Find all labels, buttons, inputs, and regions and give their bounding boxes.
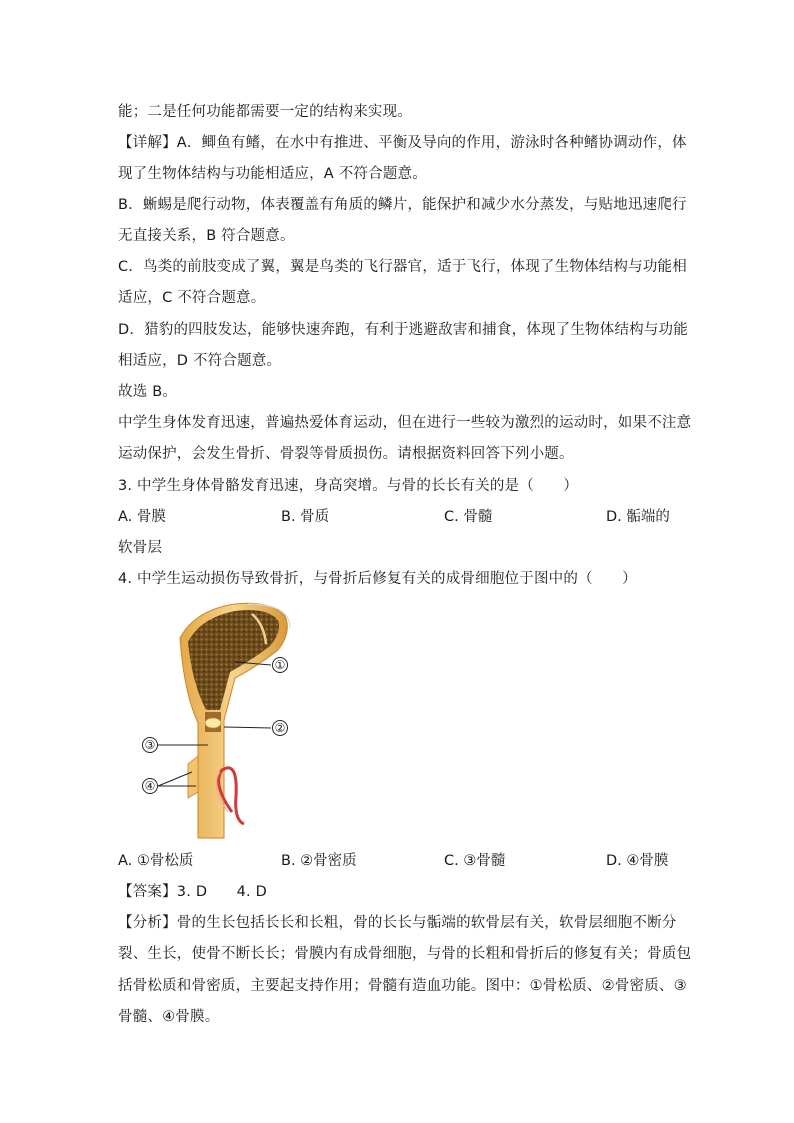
q4-option-a: A. ①骨松质 [118,853,194,869]
q4-option-c: C. ③骨髓 [444,853,506,869]
text-line: 相适应，D 不符合题意。 [118,353,282,369]
bone-marrow [205,718,221,728]
text-line: 能；二是任何功能都需要一定的结构来实现。 [118,104,412,120]
q3-option-a: A. 骨膜 [118,509,166,525]
text-line: 无直接关系，B 符合题意。 [118,228,295,244]
text-line: 故选 B。 [118,384,178,400]
label-3: ③ [144,738,156,752]
answer-line: 【答案】3. D 4. D [118,884,268,900]
analysis-line: 骨髓、④骨膜。 [118,1009,220,1025]
text-line: C．鸟类的前肢变成了翼，翼是鸟类的飞行器官，适于飞行，体现了生物体结构与功能相 [118,259,687,275]
text-line: 现了生物体结构与功能相适应，A 不符合题意。 [118,166,427,182]
leader-line-4a [158,772,192,786]
analysis-line: 【分析】骨的生长包括长长和长粗，骨的长长与骺端的软骨层有关，软骨层细胞不断分 [118,915,677,931]
q4-option-b: B. ②骨密质 [281,853,357,869]
q3-option-c: C. 骨髓 [444,509,493,525]
periosteum-flap [188,756,198,798]
bone-structure-figure [140,598,310,843]
question-3-stem: 3. 中学生身体骨骼发育迅速，身高突增。与骨的长长有关的是（ ） [118,478,579,494]
material-text: 运动保护，会发生骨折、骨裂等骨质损伤。请根据资料回答下列小题。 [118,446,574,462]
q4-option-d: D. ④骨膜 [606,853,669,869]
leader-line-2 [224,727,271,728]
text-line: B．蜥蜴是爬行动物，体表覆盖有角质的鳞片，能保护和减少水分蒸发，与贴地迅速爬行 [118,197,687,213]
analysis-line: 裂、生长，使骨不断长长；骨膜内有成骨细胞，与骨的长粗和骨折后的修复有关；骨质包 [118,946,692,962]
bone-diagram [140,598,310,843]
analysis-line: 括骨松质和骨密质，主要起支持作用；骨髓有造血功能。图中：①骨松质、②骨密质、③ [118,978,687,994]
q3-option-d-continued: 软骨层 [118,540,163,556]
q3-option-d: D. 骺端的 [606,509,670,525]
q3-option-b: B. 骨质 [281,509,330,525]
label-2: ② [274,721,286,735]
text-line: 【详解】A．鲫鱼有鳍，在水中有推进、平衡及导向的作用，游泳时各种鳍协调动作，体 [118,135,687,151]
label-4: ④ [144,779,156,793]
label-1: ① [274,658,286,672]
question-4-stem: 4. 中学生运动损伤导致骨折，与骨折后修复有关的成骨细胞位于图中的（ ） [118,571,637,587]
material-text: 中学生身体发育迅速，普遍热爱体育运动，但在进行一些较为激烈的运动时，如果不注意 [118,415,692,431]
text-line: D．猎豹的四肢发达，能够快速奔跑，有利于逃避敌害和捕食，体现了生物体结构与功能 [118,322,688,338]
text-line: 适应，C 不符合题意。 [118,290,266,306]
